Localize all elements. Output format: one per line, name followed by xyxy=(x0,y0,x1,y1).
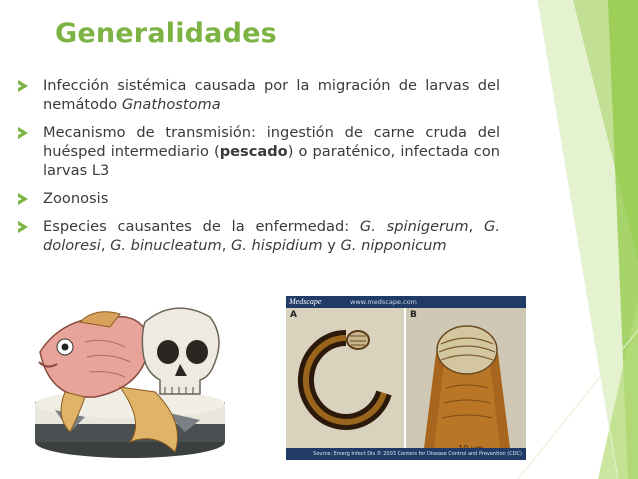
bullet-text: Mecanismo de transmisión: ingestión de carne cruda del huésped intermediario ( xyxy=(43,124,500,160)
panel-a xyxy=(286,308,404,448)
green-arrow-bullet-icon xyxy=(18,80,28,92)
species-name: G. nipponicum xyxy=(340,237,447,254)
gnathostoma-larva-micrograph xyxy=(286,296,526,460)
fish-skull-sushi-illustration xyxy=(25,292,235,462)
separator: y xyxy=(322,237,341,254)
medscape-url: www.medscape.com xyxy=(350,298,417,306)
bullet-text: Infección sistémica causada por la migración de larvas del nemátodo xyxy=(43,77,500,113)
medscape-footer-bar xyxy=(286,448,526,460)
separator: , xyxy=(468,218,485,235)
slide-title: Generalidades xyxy=(55,18,277,49)
green-arrow-bullet-icon xyxy=(18,127,28,139)
bullet-italic-term: Gnathostoma xyxy=(121,96,221,113)
species-name: G. spinigerum xyxy=(359,218,469,235)
figure-source: Source: Emerg Infect Dis © 2003 Centers for Disease Control and Prevention (CDC) xyxy=(313,451,522,457)
larva-head-bulb-image xyxy=(406,308,526,448)
species-name: G. doloresi xyxy=(43,218,500,254)
panel-b-label: B xyxy=(410,310,417,320)
separator: , xyxy=(100,237,111,254)
bullet-item xyxy=(18,189,500,208)
bullet-text: Especies causantes de la enfermedad: xyxy=(43,218,360,235)
bullet-text: Zoonosis xyxy=(43,190,109,207)
bullet-item xyxy=(18,76,500,114)
bullet-text: ) o paraténico, infectada con larvas L3 xyxy=(43,143,500,179)
species-name: G. hispidium xyxy=(230,237,323,254)
green-arrow-bullet-icon xyxy=(18,221,28,233)
bullet-list xyxy=(18,76,500,264)
separator: , xyxy=(221,237,231,254)
bullet-bold-term: pescado xyxy=(219,143,288,160)
bullet-item xyxy=(18,217,500,255)
bullet-item xyxy=(18,123,500,180)
species-name: G. binucleatum xyxy=(110,237,222,254)
panel-a-label: A xyxy=(290,310,297,320)
coiled-larva-image xyxy=(286,308,404,448)
panel-b xyxy=(406,308,526,448)
medscape-logo: Medscape xyxy=(289,297,322,306)
green-arrow-bullet-icon xyxy=(18,193,28,205)
medscape-header-bar xyxy=(286,296,526,308)
